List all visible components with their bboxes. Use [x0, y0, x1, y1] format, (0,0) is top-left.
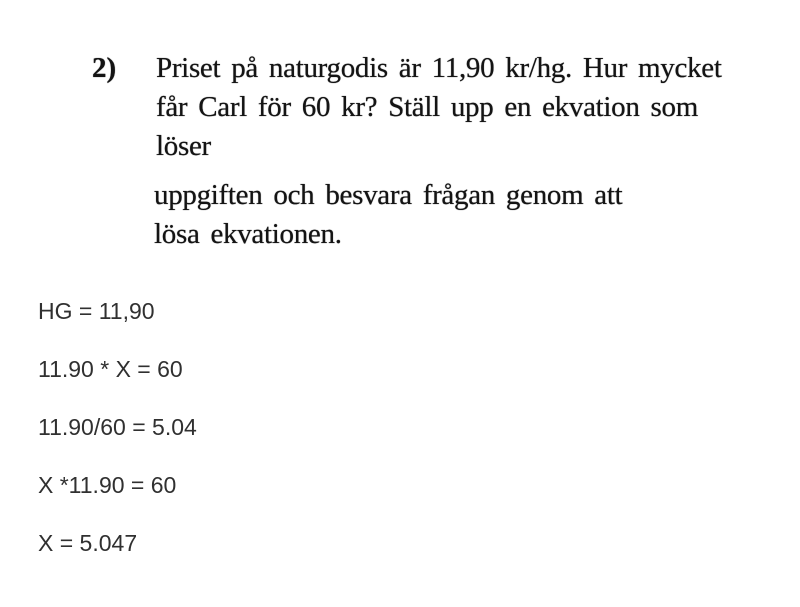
- problem-number: 2): [92, 52, 117, 84]
- problem-statement-paragraph-2: [154, 176, 784, 254]
- solution-line: X = 5.047: [38, 530, 138, 556]
- solution-line: 11.90/60 = 5.04: [38, 414, 197, 440]
- problem-text-line: lösa ekvationen.: [154, 218, 342, 250]
- solution-line: 11.90 * X = 60: [38, 356, 183, 382]
- problem-statement-paragraph-1: [156, 49, 786, 166]
- problem-text-line: uppgiften och besvara frågan genom att: [154, 179, 623, 211]
- solution-block: [38, 299, 197, 556]
- solution-line: X *11.90 = 60: [38, 472, 177, 498]
- problem-text-line: löser: [156, 130, 211, 162]
- solution-line: HG = 11,90: [38, 298, 155, 324]
- problem-text-line: Priset på naturgodis är 11,90 kr/hg. Hur mycket: [156, 52, 722, 84]
- problem-text-line: får Carl för 60 kr? Ställ upp en ekvation som: [156, 91, 698, 123]
